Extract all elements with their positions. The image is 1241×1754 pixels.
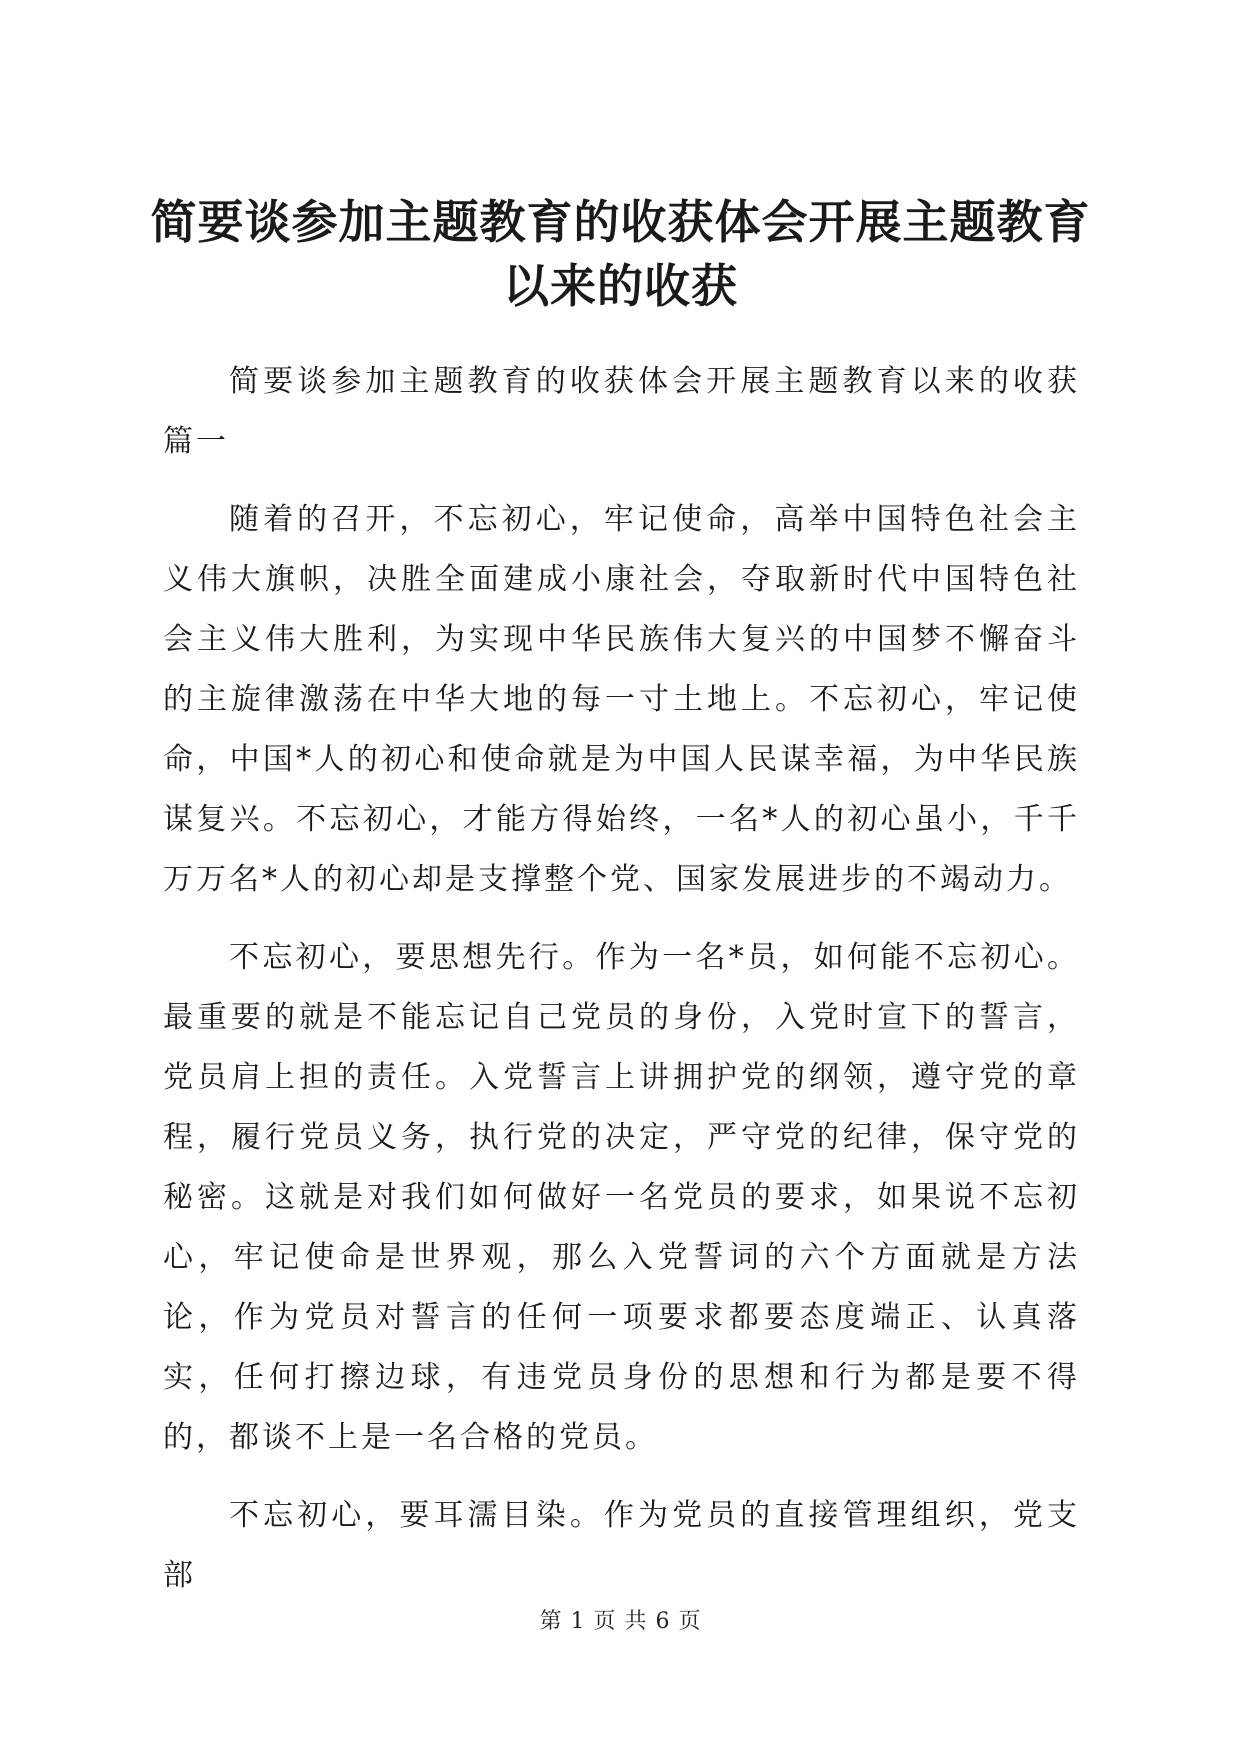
paragraph: 简要谈参加主题教育的收获体会开展主题教育以来的收获篇一 bbox=[163, 364, 1080, 459]
paragraph: 随着的召开，不忘初心，牢记使命，高举中国特色社会主义伟大旗帜，决胜全面建成小康社会，夺取新时代中国特色社会主义伟大胜利，为实现中华民族伟大复兴的中国梦不懈奋斗的主旋律激荡在中华大地的每一寸土地上。不忘初心，牢记使命，中国*人的初心和使命就是为中国人民谋幸福，为中华民族谋复兴。不忘初心，才能方得始终，一名*人的初心虽小，千千万万名*人的初心却是支撑整个党、国家发展进步的不竭动力。 bbox=[163, 502, 1080, 897]
paragraph: 不忘初心，要耳濡目染。作为党员的直接管理组织，党支部 bbox=[163, 1498, 1080, 1593]
page-number-footer: 第 1 页 共 6 页 bbox=[539, 1609, 702, 1634]
paragraph: 不忘初心，要思想先行。作为一名*员，如何能不忘初心。最重要的就是不能忘记自己党员的身份，入党时宣下的誓言，党员肩上担的责任。入党誓言上讲拥护党的纲领，遵守党的章程，履行党员义务，执行党的决定，严守党的纪律，保守党的秘密。这就是对我们如何做好一名党员的要求，如果说不忘初心，牢记使命是世界观，那么入党誓词的六个方面就是方法论，作为党员对誓言的任何一项要求都要态度端正、认真落实，任何打擦边球，有违党员身份的思想和行为都是要不得的，都谈不上是一名合格的党员。 bbox=[163, 940, 1080, 1455]
document-body bbox=[163, 352, 1080, 1624]
document-title: 简要谈参加主题教育的收获体会开展主题教育以来的收获 bbox=[150, 195, 1091, 313]
